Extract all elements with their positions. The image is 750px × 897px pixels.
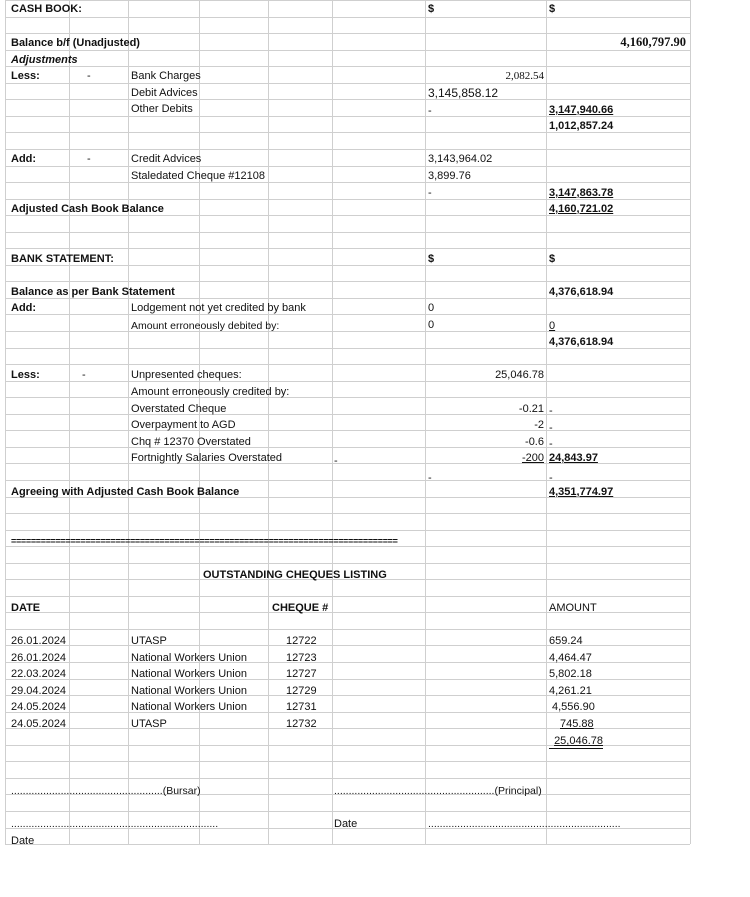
- cheque-amount: 745.88: [560, 718, 594, 730]
- fortnightly-salaries-label: Fortnightly Salaries Overstated: [131, 452, 283, 464]
- bank-statement-title: BANK STATEMENT:: [11, 253, 114, 265]
- cheque-number: 12732: [286, 718, 317, 730]
- principal-signature-line: .......................................................(Principal): [334, 785, 542, 797]
- lodgement-label: Lodgement not yet credited by bank: [131, 302, 306, 314]
- lodgement-value: 0: [428, 302, 435, 314]
- cb-less-dash: -: [87, 70, 91, 82]
- cash-book-title: CASH BOOK:: [11, 3, 82, 15]
- dotted-line-right: ..................................................................: [428, 818, 621, 830]
- cheque-date: 29.04.2024: [11, 685, 67, 697]
- cheque-amount: 4,556.90: [552, 701, 595, 713]
- salaries-dash: -: [334, 455, 338, 467]
- cheque-amount: 659.24: [549, 635, 583, 647]
- date-label-principal: Date: [334, 818, 358, 830]
- agreeing-value: 4,351,774.97: [549, 486, 614, 498]
- bank-statement-currency-2: $: [549, 253, 556, 265]
- cheque-number: 12729: [286, 685, 317, 697]
- header-amount: AMOUNT: [549, 602, 597, 614]
- bs-add-total: 0: [549, 320, 556, 332]
- erroneously-debited-label: Amount erroneously debited by:: [131, 320, 280, 332]
- cb-add-total: 3,147,863.78: [549, 187, 614, 199]
- cheque-number: 12731: [286, 701, 317, 713]
- cb-less-total: 3,147,940.66: [549, 104, 614, 116]
- bs-after-add: 4,376,618.94: [549, 336, 614, 348]
- bs-less-total: 24,843.97: [549, 452, 598, 464]
- chq-12370-label: Chq # 12370 Overstated: [131, 436, 251, 448]
- fortnightly-salaries-value: -200: [521, 452, 544, 464]
- overstated-dash-2: -: [549, 422, 553, 434]
- cheque-amount: 4,261.21: [549, 685, 592, 697]
- bs-add-label: Add:: [11, 302, 37, 314]
- separator-line: ==============================================================================: [11, 536, 398, 546]
- overpayment-agd-label: Overpayment to AGD: [131, 419, 236, 431]
- overstated-cheque-label: Overstated Cheque: [131, 403, 227, 415]
- cheque-number: 12723: [286, 652, 317, 664]
- debit-advices-label: Debit Advices: [131, 87, 198, 99]
- adjustments-label: Adjustments: [11, 54, 78, 66]
- staledated-label: Staledated Cheque #12108: [131, 170, 265, 182]
- adjusted-balance-value: 4,160,721.02: [549, 203, 614, 215]
- cb-less-label: Less:: [11, 70, 40, 82]
- balance-bf-value: 4,160,797.90: [620, 35, 686, 49]
- cheque-date: 24.05.2024: [11, 718, 67, 730]
- credit-advices-value: 3,143,964.02: [428, 153, 493, 165]
- cheque-amount: 5,802.18: [549, 668, 592, 680]
- unpresented-label: Unpresented cheques:: [131, 369, 242, 381]
- cheque-amount: 4,464.47: [549, 652, 592, 664]
- unpresented-value: 25,046.78: [495, 369, 544, 381]
- date-label-bursar: Date: [11, 835, 35, 847]
- chq-12370-value: -0.6: [525, 436, 544, 448]
- balance-bf-label: Balance b/f (Unadjusted): [11, 37, 140, 49]
- cheque-payee: National Workers Union: [131, 668, 247, 680]
- other-debits-label: Other Debits: [131, 103, 193, 115]
- cb-subtotal: 1,012,857.24: [549, 120, 614, 132]
- agreeing-label: Agreeing with Adjusted Cash Book Balance: [11, 486, 240, 498]
- overstated-cheque-value: -0.21: [518, 403, 544, 415]
- cheque-date: 26.01.2024: [11, 652, 67, 664]
- adjusted-balance-label: Adjusted Cash Book Balance: [11, 203, 164, 215]
- cb-add-label: Add:: [11, 153, 37, 165]
- dotted-line-left: .......................................................................: [11, 818, 219, 830]
- staledated-value: 3,899.76: [428, 170, 471, 182]
- bs-less-label: Less:: [11, 369, 40, 381]
- cheque-date: 26.01.2024: [11, 635, 67, 647]
- bs-less-dash: -: [82, 369, 86, 381]
- cheque-number: 12722: [286, 635, 317, 647]
- bank-charges-value: 2,082.54: [505, 70, 544, 82]
- erroneously-credited-label: Amount erroneously credited by:: [131, 386, 290, 398]
- debit-advices-value: 3,145,858.12: [428, 86, 499, 100]
- cheque-payee: National Workers Union: [131, 685, 247, 697]
- outstanding-title: OUTSTANDING CHEQUES LISTING: [203, 569, 387, 581]
- overstated-dash-3: -: [549, 438, 553, 450]
- other-debits-value: -: [428, 105, 432, 117]
- bursar-signature-line: ....................................................(Bursar): [11, 785, 201, 797]
- overpayment-agd-value: -2: [534, 419, 544, 431]
- agreeing-dash-right: -: [549, 472, 553, 484]
- cheque-date: 24.05.2024: [11, 701, 67, 713]
- bank-charges-label: Bank Charges: [131, 70, 201, 82]
- cheque-payee: UTASP: [131, 718, 167, 730]
- cash-book-currency-1: $: [428, 3, 435, 15]
- cheque-number: 12727: [286, 668, 317, 680]
- cheque-payee: National Workers Union: [131, 701, 247, 713]
- cb-add-dash: -: [87, 153, 91, 165]
- cheque-date: 22.03.2024: [11, 668, 67, 680]
- outstanding-total: 25,046.78: [549, 735, 603, 749]
- credit-advices-label: Credit Advices: [131, 153, 202, 165]
- header-date: DATE: [11, 602, 41, 614]
- agreeing-dash-left: -: [428, 472, 432, 484]
- cheque-payee: UTASP: [131, 635, 167, 647]
- overstated-dash-1: -: [549, 405, 553, 417]
- cheque-payee: National Workers Union: [131, 652, 247, 664]
- erroneously-debited-value: 0: [428, 319, 435, 331]
- header-cheque: CHEQUE #: [272, 602, 329, 614]
- cb-add-blank-value: -: [428, 187, 432, 199]
- bank-balance-label: Balance as per Bank Statement: [11, 286, 175, 298]
- bank-statement-currency-1: $: [428, 253, 435, 265]
- bank-balance-value: 4,376,618.94: [549, 286, 614, 298]
- cash-book-currency-2: $: [549, 3, 556, 15]
